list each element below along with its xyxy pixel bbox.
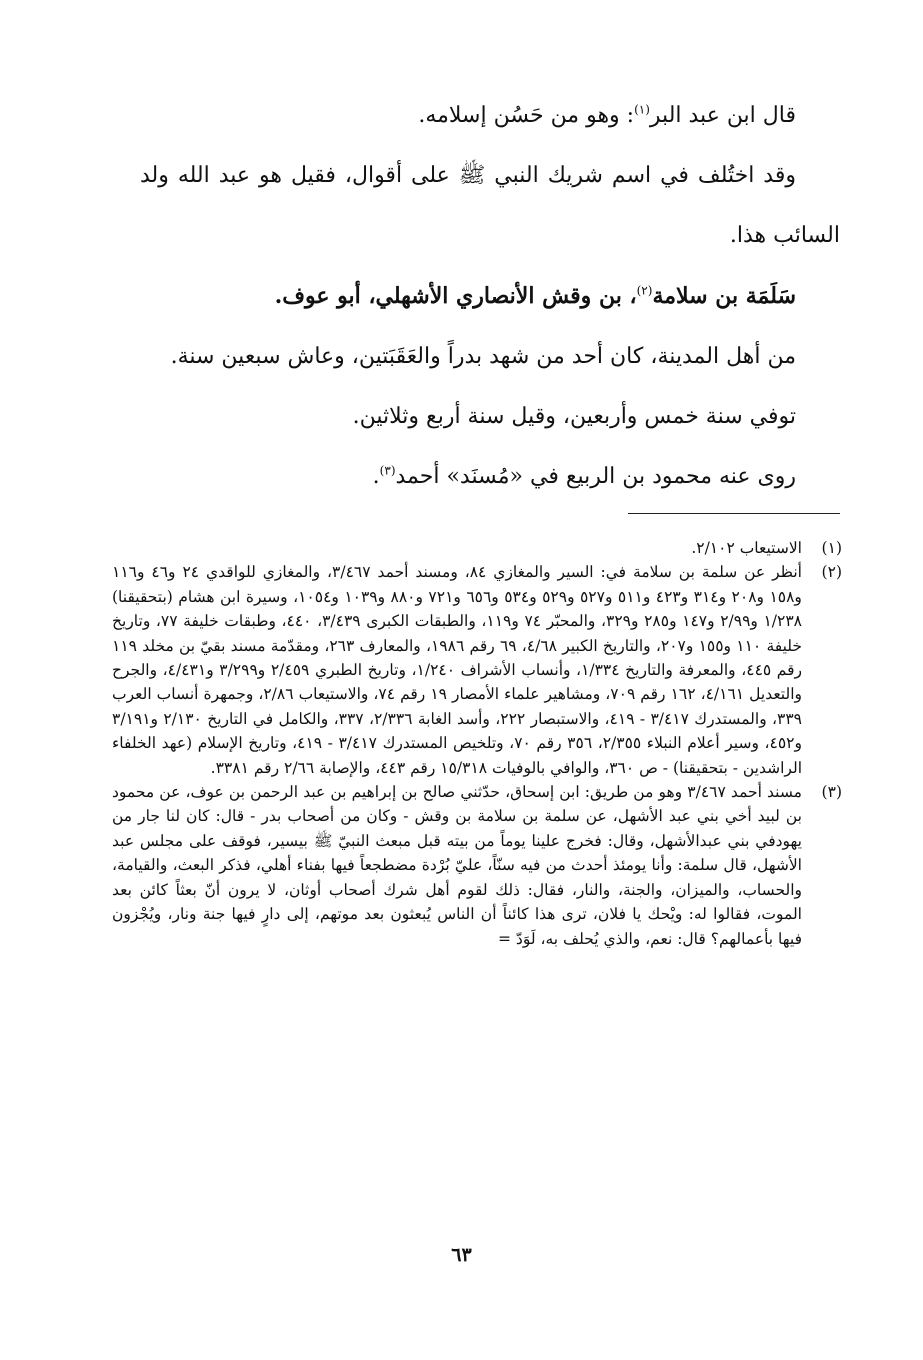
entry-name: سَلَمَة بن سلامة [652,283,796,309]
paragraph-5: توفي سنة خمس وأربعين، وقيل سنة أربع وثلاثين. [352,404,796,429]
paragraph-6 [140,447,840,507]
footnote-3 [112,780,842,951]
footnotes [112,536,842,951]
footnote-ref-3: (٣) [379,463,396,478]
p1-text: قال ابن عبد البر [649,103,796,128]
footnote-text: الاستيعاب ٢/١٠٢. [691,539,802,557]
footnote-1 [112,536,842,560]
footnote-number: (٢) [821,563,842,582]
page-number: ٦٣ [451,1244,472,1266]
p1-rest: : وهو من حَسُن إسلامه. [418,103,635,128]
p6-text: روى عنه محمود بن الربيع في «مُسنَد» أحمد [395,464,796,489]
entry-name-rest: ، بن وقش الأنصاري الأشهلي، أبو عوف. [274,283,637,309]
footnote-number: (٣) [821,783,842,802]
footnote-separator [628,513,840,514]
paragraph-3 [140,266,840,327]
footnote-2 [112,560,842,780]
paragraph-1 [140,86,840,146]
footnote-text: أنظر عن سلمة بن سلامة في: السير والمغازي ٨٤، ومسند أحمد ٣/٤٦٧، والمغازي للواقدي ٢٤ و٤٦ و١١٦ و١٥٨ و٢٠٨ و٣١٤ و٤٢٣ و٥١١ و٥٢٧ و٥٢٩ و٥٣٤ و٦٥٦ و٧٢١ و٨٨٠ و١٠٣٩ و١٠٥٤، وسيرة ابن هشام (بتحقيقنا) ١/٢٣٨ و٢/٩٩ و١٤٧ و٢٨٥ و٣٢٩، والمحبّر ٧٤ و١١٩، والطبقات الكبرى ٣/٤٣٩، ٤٤٠، وطبقات خليفة ٧٧، وتاريخ خليفة ١١٠ و١٥٥ و٢٠٧، والتاريخ الكبير ٤/٦٨، ٦٩ رقم ١٩٨٦، والمعارف ٢٦٣، ومقدّمة مسند بقيّ بن مخلد ١١٩ رقم ٤٤٥، والمعرفة والتاريخ ١/٣٣٤، وأنساب الأشراف ١/٢٤٠، وتاريخ الطبري ٢/٤٥٩ و٣/٢٩٩ و٤/٤٣١، والجرح والتعديل ٤/١٦١، ١٦٢ رقم ٧٠٩، ومشاهير علماء الأمصار ١٩ رقم ٧٤، والاستيعاب ٢/٨٦، وجمهرة أنساب العرب ٣٣٩، والمستدرك ٣/٤١٧ - ٤١٩، والاستبصار ٢٢٢، وأسد الغابة ٢/٣٣٦، ٣٣٧، والكامل في التاريخ ٢/١٣٠ و٣/١٩١ و٤٥٢، وسير أعلام النبلاء ٢/٣٥٥، ٣٥٦ رقم ٧٠، وتلخيص المستدرك ٣/٤١٧ - ٤١٩، وتاريخ الإسلام (عهد الخلفاء الراشدين - بتحقيقنا) - ص ٣٦٠، والوافي بالوفيات ١٥/٣١٨ رقم ٤٤٣، والإصابة ٢/٦٦ رقم ٣٣٨١. [112,563,803,777]
footnote-text: مسند أحمد ٣/٤٦٧ وهو من طريق: ابن إسحاق، حدّثني صالح بن إبراهيم بن عبد الرحمن بن عوف، عن محمود بن لبيد أخي بني عبد الأشهل، عن سلمة بن سلامة بن وقش - وكان من أصحاب بدر - قال: كان لنا جار من يهودفي بني عبدالأشهل، وقال: فخرج علينا يوماً من بيته قبل مبعث النبيّ ﷺ بيسير، فوقف على مجلس عبد الأشهل، قال سلمة: وأنا يومئذ أحدث من فيه سنّاً، عليّ بُرْدة مضطجعاً فيها بفناء أهلي، فذكر البعث، والقيامة، والحساب، والميزان، والجنة، والنار، فقال: ذلك لقوم أهل شرك أصحاب أوثان، لا يرون أنّ بعثاً كائن بعد الموت، فقالوا له: ويْحك يا فلان، ترى هذا كائناً أن الناس يُبعثون بعد موتهم، إلى دارٍ فيها جنة ونار، ويُجْزون فيها بأعمالهم؟ قال: نعم، والذي يُحلف به، لَوَدّ = [112,783,802,948]
footnote-number: (١) [821,539,842,557]
footnote-ref-2: (٢) [636,283,653,298]
p6-rest: . [372,464,380,489]
paragraph-2: وقد اختُلف في اسم شريك النبي ﷺ على أقوال، فقيل هو عبد الله ولد السائب هذا. [140,163,840,248]
footnote-ref-1: (١) [634,102,650,117]
main-text [140,86,840,507]
paragraph-4: من أهل المدينة، كان أحد من شهد بدراً والعَقَبَتين، وعاش سبعين سنة. [170,344,796,369]
